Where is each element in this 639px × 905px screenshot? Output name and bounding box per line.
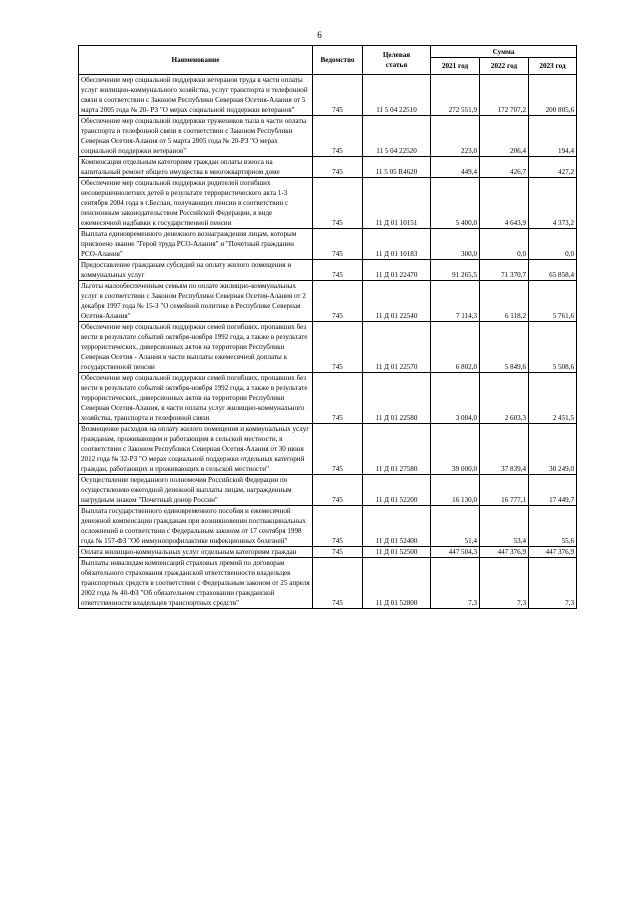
row-amount-2023: 5 508,6 <box>529 322 577 373</box>
row-amount-2021: 39 000,0 <box>431 424 480 475</box>
row-amount-2023: 2 451,5 <box>529 373 577 424</box>
table-row <box>79 281 577 322</box>
table-row <box>79 178 577 229</box>
row-target-code: 11 Д 01 10151 <box>363 178 431 229</box>
row-target-code: 11 5 04 22510 <box>363 75 431 116</box>
row-target-code: 11 Д 01 52200 <box>363 475 431 506</box>
table-row <box>79 75 577 116</box>
row-amount-2022: 172 707,2 <box>480 75 529 116</box>
row-amount-2023: 4 373,2 <box>529 178 577 229</box>
row-amount-2023: 17 449,7 <box>529 475 577 506</box>
row-target-code: 11 Д 01 52400 <box>363 506 431 547</box>
row-amount-2022: 16 777,1 <box>480 475 529 506</box>
row-department: 745 <box>313 229 363 260</box>
row-amount-2021: 449,4 <box>431 157 480 178</box>
row-amount-2021: 16 130,0 <box>431 475 480 506</box>
row-name: Льготы малообеспеченным семьям по оплате жилищно-коммунальных услуг в соответствии с Законом Республики Северная Осетия-Алания от 2 декабря 1997 года № 15-З "О семейной политике в Республике Северная Осетия-Алания" <box>79 281 313 322</box>
row-department: 745 <box>313 373 363 424</box>
row-department: 745 <box>313 475 363 506</box>
page-number: 6 <box>317 30 322 40</box>
row-amount-2021: 51,4 <box>431 506 480 547</box>
header-target <box>363 46 431 75</box>
row-amount-2021: 223,0 <box>431 116 480 157</box>
row-department: 745 <box>313 116 363 157</box>
row-name: Оплата жилищно-коммунальных услуг отдельным категориям граждан <box>79 547 313 558</box>
row-target-code: 11 5 04 22520 <box>363 116 431 157</box>
header-department: Ведомство <box>313 46 363 75</box>
table-row <box>79 116 577 157</box>
row-name: Предоставление гражданам субсидий на оплату жилого помещения и коммунальных услуг <box>79 260 313 281</box>
row-amount-2021: 7,3 <box>431 558 480 609</box>
row-target-code: 11 Д 01 22470 <box>363 260 431 281</box>
row-target-code: 11 Д 01 10183 <box>363 229 431 260</box>
row-amount-2022: 71 370,7 <box>480 260 529 281</box>
row-target-code: 11 Д 01 27580 <box>363 424 431 475</box>
row-department: 745 <box>313 322 363 373</box>
row-amount-2023: 194,4 <box>529 116 577 157</box>
row-amount-2022: 5 849,6 <box>480 322 529 373</box>
row-name: Обеспечение мер социальной поддержки тружеников тыла в части оплаты транспорта и телефонной связи в соответствии с Законом Республики Северная Осетия-Алания от 5 марта 2005 года № 20-РЗ "О мерах социальной поддержки ветеранов" <box>79 116 313 157</box>
row-amount-2021: 7 114,3 <box>431 281 480 322</box>
row-name: Возмещение расходов на оплату жилого помещения и коммунальных услуг гражданам, проживающим и работающим в сельской местности, в соответствии с Законом Республики Северная Осетия-Алания от 30 июня 2012 года № 32-РЗ "О мерах социальной поддержки отдельных категорий граждан, работающих и проживающих в сельской местности" <box>79 424 313 475</box>
header-year-2023: 2023 год <box>529 58 577 75</box>
row-amount-2022: 4 643,9 <box>480 178 529 229</box>
table-row <box>79 229 577 260</box>
header-year-2022: 2022 год <box>480 58 529 75</box>
row-name: Обеспечение мер социальной поддержки семей погибших, пропавших без вести в результате событий октября-ноября 1992 года, а также в результате террористических, диверсионных актов на территории Республики Северная Осетия - Алания в части выплаты ежемесячной доплаты к государственной пенсии <box>79 322 313 373</box>
row-amount-2022: 7,3 <box>480 558 529 609</box>
table-row <box>79 475 577 506</box>
row-department: 745 <box>313 260 363 281</box>
row-amount-2021: 272 551,9 <box>431 75 480 116</box>
row-amount-2023: 427,2 <box>529 157 577 178</box>
row-amount-2023: 55,6 <box>529 506 577 547</box>
row-amount-2021: 447 504,3 <box>431 547 480 558</box>
row-amount-2022: 447 376,9 <box>480 547 529 558</box>
row-amount-2021: 6 802,0 <box>431 322 480 373</box>
row-name: Выплаты инвалидам компенсаций страховых премий по договорам обязательного страхования гражданской ответственности владельцев транспортных средств в соответствии с Федеральным законом от 25 апреля 2002 года № 40-ФЗ "Об обязательном страховании гражданской ответственности владельцев транспортных средств" <box>79 558 313 609</box>
row-amount-2023: 0,0 <box>529 229 577 260</box>
row-department: 745 <box>313 178 363 229</box>
row-amount-2023: 65 858,4 <box>529 260 577 281</box>
row-amount-2021: 300,0 <box>431 229 480 260</box>
row-amount-2023: 200 805,6 <box>529 75 577 116</box>
budget-table <box>78 45 577 609</box>
table-header <box>79 46 577 75</box>
row-name: Осуществление переданного полномочия Российской Федерации по осуществлению ежегодной денежной выплаты лицам, награжденным нагрудным знаком "Почетный донор России" <box>79 475 313 506</box>
row-department: 745 <box>313 75 363 116</box>
table-row <box>79 558 577 609</box>
table-row <box>79 424 577 475</box>
row-name: Обеспечение мер социальной поддержки родителей погибших несовершеннолетних детей в результате террористического акта 1-3 сентября 2004 года в г.Беслан, получающих пенсии в соответствии с пенсионным законодательством Российской Федерации, в виде ежемесячной надбавки к государственной пенсии <box>79 178 313 229</box>
row-name: Обеспечение мер социальной поддержки ветеранов труда в части оплаты услуг жилищно-коммунального хозяйства, услуг транспорта и телефонной связи в соответствии с Законом Республики Северная Осетия-Алания от 5 марта 2005 года № 20- РЗ "О мерах социальной поддержки ветеранов" <box>79 75 313 116</box>
table-row <box>79 506 577 547</box>
row-name: Обеспечение мер социальной поддержки семей погибших, пропавших без вести в результате событий октября-ноября 1992 года, а также в результате террористических, диверсионных актов на территории Республики Северная Осетия-Алания, в части оплаты услуг жилищно-коммунального хозяйства, транспорта и телефонной связи <box>79 373 313 424</box>
row-amount-2022: 6 118,2 <box>480 281 529 322</box>
table-row <box>79 322 577 373</box>
header-target-line1: Целевая <box>382 51 411 59</box>
table-row <box>79 157 577 178</box>
header-sum: Сумма <box>431 46 577 58</box>
row-department: 745 <box>313 558 363 609</box>
row-name: Компенсация отдельным категориям граждан оплаты взноса на капитальный ремонт общего имущества в многоквартирном доме <box>79 157 313 178</box>
row-amount-2021: 5 400,0 <box>431 178 480 229</box>
row-department: 745 <box>313 281 363 322</box>
row-amount-2022: 206,4 <box>480 116 529 157</box>
row-target-code: 11 Д 01 52800 <box>363 558 431 609</box>
row-department: 745 <box>313 547 363 558</box>
row-amount-2023: 30 249,0 <box>529 424 577 475</box>
table-row <box>79 373 577 424</box>
table-row <box>79 260 577 281</box>
table-body <box>79 75 577 609</box>
row-department: 745 <box>313 424 363 475</box>
row-amount-2022: 426,7 <box>480 157 529 178</box>
row-department: 745 <box>313 506 363 547</box>
header-target-line2: статья <box>385 61 408 69</box>
row-target-code: 11 Д 01 22580 <box>363 373 431 424</box>
header-name: Наименование <box>79 46 313 75</box>
row-amount-2021: 91 265,5 <box>431 260 480 281</box>
row-name: Выплата государственного единовременного пособия и ежемесячной денежной компенсации гражданам при возникновении поствакцинальных осложнений в соответствии с Федеральным законом от 17 сентября 1998 года № 157-ФЗ "Об иммунопрофилактике инфекционных болезней" <box>79 506 313 547</box>
header-year-2021: 2021 год <box>431 58 480 75</box>
row-amount-2023: 7,3 <box>529 558 577 609</box>
row-name: Выплата единовременного денежного вознаграждения лицам, которым присвоено звание "Герой труда РСО-Алания" и "Почетный гражданин РСО-Алания" <box>79 229 313 260</box>
row-amount-2021: 3 004,0 <box>431 373 480 424</box>
row-target-code: 11 Д 01 52500 <box>363 547 431 558</box>
row-amount-2023: 5 761,6 <box>529 281 577 322</box>
row-amount-2022: 37 839,4 <box>480 424 529 475</box>
row-target-code: 11 Д 01 22570 <box>363 322 431 373</box>
row-amount-2022: 0,0 <box>480 229 529 260</box>
table-row <box>79 547 577 558</box>
row-department: 745 <box>313 157 363 178</box>
row-amount-2022: 53,4 <box>480 506 529 547</box>
row-amount-2023: 447 376,9 <box>529 547 577 558</box>
row-amount-2022: 2 603,3 <box>480 373 529 424</box>
row-target-code: 11 5 05 R4620 <box>363 157 431 178</box>
row-target-code: 11 Д 01 22540 <box>363 281 431 322</box>
